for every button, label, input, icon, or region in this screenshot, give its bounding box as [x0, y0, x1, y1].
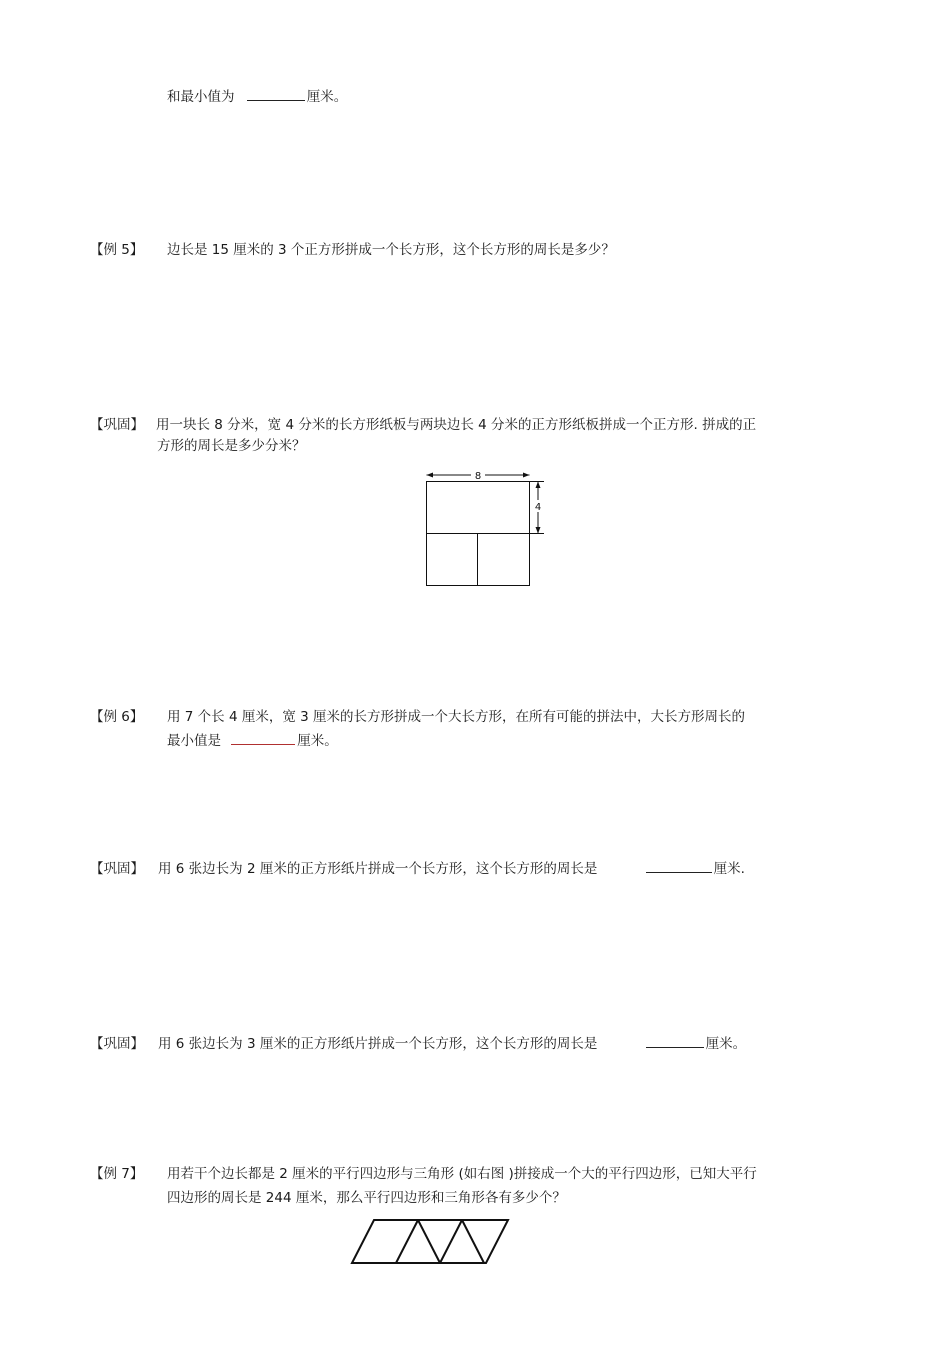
big-rectangle: [427, 482, 530, 534]
rectangle-squares-figure: [420, 465, 550, 590]
example-text-before: 最小值是: [167, 733, 221, 749]
answer-blank[interactable]: [646, 1035, 704, 1048]
example-6-line2: [167, 732, 338, 750]
example-text: 边长是 15 厘米的 3 个正方形拼成一个长方形，这个长方形的周长是多少？: [167, 242, 615, 258]
example-7-line2: [167, 1189, 566, 1207]
example-tag: 【例 5】: [90, 242, 144, 258]
consolidate-text: 用 6 张边长为 3 厘米的正方形纸片拼成一个长方形，这个长方形的周长是: [158, 1036, 598, 1052]
example-text-cont: 四边形的周长是 244 厘米，那么平行四边形和三角形各有多少个？: [167, 1190, 566, 1206]
consolidate-1-line2: [157, 437, 306, 455]
consolidate-text-cont: 方形的周长是多少分米？: [157, 438, 306, 454]
answer-blank[interactable]: [231, 732, 295, 745]
example-7-line1: [90, 1165, 757, 1183]
answer-blank[interactable]: [247, 88, 305, 101]
parallelogram-figure: [350, 1218, 520, 1278]
example-text: 用若干个边长都是 2 厘米的平行四边形与三角形 (如右图 )拼接成一个大的平行四边形，已知大平行: [167, 1166, 757, 1182]
left-square: [427, 534, 478, 586]
top-text-before: 和最小值为: [167, 89, 235, 105]
example-text-after: 厘米。: [297, 733, 338, 749]
consolidate-text-after: 厘米.: [713, 861, 745, 877]
consolidate-tag: 【巩固】: [90, 1036, 144, 1052]
top-text-after: 厘米。: [306, 89, 348, 105]
width-label: 8: [474, 471, 482, 482]
example-6-line1: [90, 708, 745, 726]
consolidate-text: 用 6 张边长为 2 厘米的正方形纸片拼成一个长方形，这个长方形的周长是: [158, 861, 598, 877]
consolidate-tag: 【巩固】: [90, 861, 144, 877]
example-text: 用 7 个长 4 厘米，宽 3 厘米的长方形拼成一个大长方形，在所有可能的拼法中，大长方形周长的: [167, 709, 746, 725]
height-label: 4: [534, 502, 542, 513]
example-tag: 【例 7】: [90, 1166, 144, 1182]
example-5: [90, 241, 615, 259]
example-tag: 【例 6】: [90, 709, 144, 725]
consolidate-3: [90, 1035, 746, 1053]
top-line: [167, 88, 347, 106]
consolidate-2: [90, 860, 745, 878]
answer-blank[interactable]: [646, 860, 712, 873]
right-square: [478, 534, 530, 586]
consolidate-text: 用一块长 8 分米，宽 4 分米的长方形纸板与两块边长 4 分米的正方形纸板拼成一个正方形. 拼成的正: [156, 417, 757, 433]
consolidate-text-after: 厘米。: [705, 1036, 747, 1052]
consolidate-1-line1: [90, 416, 756, 434]
consolidate-tag: 【巩固】: [90, 417, 144, 433]
